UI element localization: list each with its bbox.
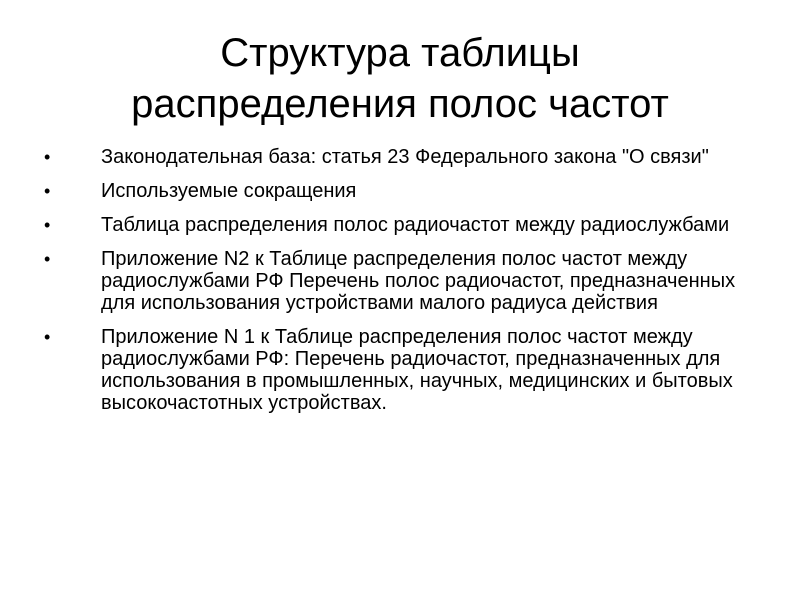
bullet-dot-icon: • [44, 181, 51, 201]
slide-title [0, 28, 800, 130]
bullet-text: Приложение N 1 к Таблице распределения полос частот между радиослужбами РФ: Перечень радиочастот, предназначенных для использования в промышленных, научных, медицинских и бытовых высокочастотных устройствах. [101, 326, 733, 414]
bullet-item [44, 326, 744, 414]
bullet-text: Приложение N2 к Таблице распределения полос частот между радиослужбами РФ Перечень полос радиочастот, предназначенных для использования устройствами малого радиуса действия [101, 248, 736, 314]
slide-title-line: Структура таблицы [220, 31, 580, 75]
bullet-text: Таблица распределения полос радиочастот между радиослужбами [101, 214, 730, 236]
bullet-dot-icon: • [44, 327, 51, 347]
bullet-item [44, 180, 744, 202]
bullet-dot-icon: • [44, 147, 51, 167]
bullet-item [44, 248, 744, 314]
bullet-list [44, 146, 744, 426]
bullet-dot-icon: • [44, 215, 51, 235]
bullet-text: Используемые сокращения [101, 180, 357, 202]
bullet-text: Законодательная база: статья 23 Федерального закона "О связи" [101, 146, 709, 168]
bullet-item [44, 214, 744, 236]
bullet-item [44, 146, 744, 168]
bullet-dot-icon: • [44, 249, 51, 269]
slide-title-line: распределения полос частот [131, 82, 669, 126]
